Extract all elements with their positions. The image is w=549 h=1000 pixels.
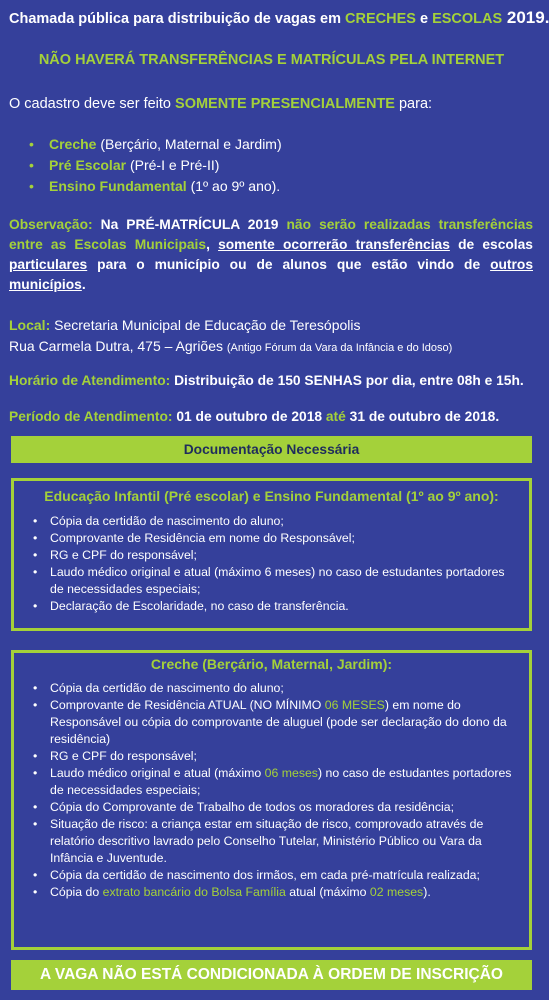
list-item <box>29 176 282 197</box>
list-item <box>31 884 521 901</box>
level-name: Pré Escolar <box>49 157 127 173</box>
list-item: • Situação de risco: a criança estar em situação de risco, comprovado através de relatório descritivo lavrado pelo Conselho Tutelar, Ministério Público ou Vara da Infância e Juventude. <box>31 816 521 867</box>
local-label: Local: <box>9 317 51 333</box>
periodo-label: Período de Atendimento: <box>9 409 173 424</box>
box-creche <box>11 650 532 950</box>
list-item: • Laudo médico original e atual (máximo 6 meses) no caso de estudantes portadores de necessidades especiais; <box>31 564 521 598</box>
list-item: • Cópia da certidão de nascimento do aluno; <box>31 513 521 530</box>
item-text: ) no caso de estudantes portadores de necessidades especiais; <box>50 766 512 797</box>
observacao-text: Na PRÉ-MATRÍCULA 2019 <box>92 217 287 232</box>
title-escolas: ESCOLAS <box>432 11 503 27</box>
level-detail: (Berçário, Maternal e Jardim) <box>96 136 282 152</box>
address-note: (Antigo Fórum da Vara da Infância e do Idoso) <box>226 342 453 354</box>
no-transfer-notice: NÃO HAVERÁ TRANSFERÊNCIAS E MATRÍCULAS PELA INTERNET <box>38 52 505 68</box>
cadastro-highlight: SOMENTE PRESENCIALMENTE <box>175 96 395 112</box>
box-title: Creche (Berçário, Maternal, Jardim): <box>150 656 393 672</box>
observacao-underline: somente ocorrerão transferências <box>218 237 450 252</box>
level-detail: (1º ao 9º ano). <box>186 178 281 194</box>
horario-label: Horário de Atendimento: <box>9 373 171 388</box>
horario-line <box>9 373 524 388</box>
title-text: Chamada pública para distribuição de vagas em <box>9 11 346 27</box>
item-text: ) em nome do Responsável ou cópia do comprovante de aluguel (pode ser declaração do dono da residência) <box>50 698 507 746</box>
observacao-label: Observação: <box>9 217 93 232</box>
periodo-line <box>9 409 499 424</box>
item-text: Cópia do <box>50 885 103 899</box>
observacao-highlight: não serão realizadas transferências entre as Escolas Municipais <box>9 217 534 252</box>
observacao-text: . <box>81 277 86 292</box>
item-highlight: extrato bancário do Bolsa Família <box>102 885 286 899</box>
list-item: • Cópia da certidão de nascimento dos irmãos, em cada pré-matrícula realizada; <box>31 867 521 884</box>
observacao-text: de escolas <box>449 237 533 252</box>
list-item: • Cópia do Comprovante de Trabalho de todos os moradores da residência; <box>31 799 521 816</box>
levels-list <box>29 134 282 197</box>
observacao-underline: outros municípios <box>9 257 533 292</box>
local-line <box>9 317 361 333</box>
level-detail: (Pré-I e Pré-II) <box>126 157 220 173</box>
observacao-paragraph <box>9 215 533 295</box>
address-text: Rua Carmela Dutra, 475 – Agriões <box>9 338 227 354</box>
document-list <box>31 513 521 615</box>
cadastro-prefix: O cadastro deve ser feito <box>9 96 176 112</box>
list-item <box>31 765 521 799</box>
item-text: Laudo médico original e atual (máximo <box>50 766 265 780</box>
box-educacao-infantil <box>11 478 532 631</box>
page-title <box>9 8 549 28</box>
periodo-start: 01 de outubro de 2018 <box>172 409 326 424</box>
item-highlight: 06 meses <box>264 766 318 780</box>
level-name: Ensino Fundamental <box>49 178 187 194</box>
list-item: • Comprovante de Residência em nome do Responsável; <box>31 530 521 547</box>
item-text: atual (máximo <box>285 885 370 899</box>
cadastro-text <box>9 96 432 112</box>
title-and: e <box>415 11 433 27</box>
bullet-icon: • <box>29 157 34 173</box>
title-creches: CRECHES <box>345 11 416 27</box>
doc-title-bar: Documentação Necessária <box>11 436 532 463</box>
periodo-ate: até <box>325 409 346 424</box>
item-text: ). <box>423 885 431 899</box>
list-item <box>29 134 282 155</box>
box-title: Educação Infantil (Pré escolar) e Ensino Fundamental (1º ao 9º ano): <box>44 488 499 504</box>
horario-value: Distribuição de 150 SENHAS por dia, entre 08h e 15h. <box>170 373 524 388</box>
observacao-text: para o município ou de alunos que estão vindo de <box>87 257 491 272</box>
observacao-text: , <box>206 237 219 252</box>
list-item <box>31 697 521 748</box>
item-text: Comprovante de Residência ATUAL (NO MÍNIMO <box>50 698 325 712</box>
bullet-icon: • <box>29 136 34 152</box>
footer-banner: A VAGA NÃO ESTÁ CONDICIONADA À ORDEM DE INSCRIÇÃO <box>11 960 532 990</box>
list-item <box>29 155 282 176</box>
periodo-end: 31 de outubro de 2018. <box>345 409 500 424</box>
local-value: Secretaria Municipal de Educação de Teresópolis <box>50 317 361 333</box>
cadastro-suffix: para: <box>394 96 433 112</box>
list-item: • RG e CPF do responsável; <box>31 547 521 564</box>
level-name: Creche <box>49 136 97 152</box>
item-highlight: 06 MESES <box>324 698 385 712</box>
observacao-underline: particulares <box>9 257 88 272</box>
bullet-icon: • <box>29 178 34 194</box>
item-highlight: 02 meses <box>369 885 424 899</box>
address-line <box>9 338 452 354</box>
list-item: • RG e CPF do responsável; <box>31 748 521 765</box>
document-list <box>31 680 521 901</box>
title-year: 2019. <box>502 8 549 27</box>
list-item: • Declaração de Escolaridade, no caso de transferência. <box>31 598 521 615</box>
list-item: • Cópia da certidão de nascimento do aluno; <box>31 680 521 697</box>
